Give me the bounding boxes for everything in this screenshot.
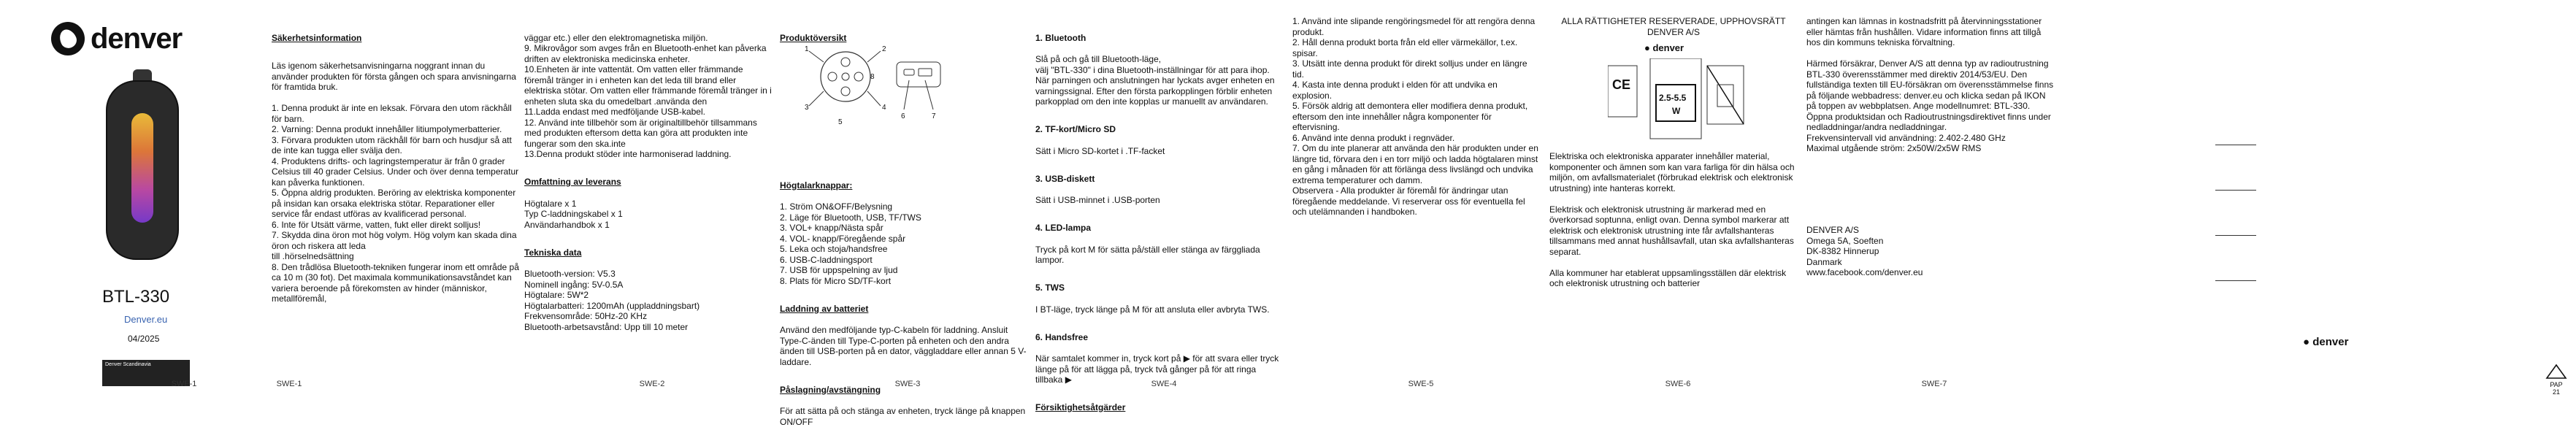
- regulatory-symbols: [1608, 58, 1754, 146]
- diagram-callout-label: 6: [901, 112, 905, 120]
- handsfree-body: När samtalet kommer in, tryck kort på ▶ för att svara eller tryck länge på för att lägga på, tryck två gånger på för att ringa tillbaka ▶: [1035, 353, 1279, 385]
- precautions-body: 1. Använd inte slipande rengöringsmedel för att rengöra denna produkt. 2. Håll denna produkt borta från eld eller värmekällor, t.ex. spisar. 3. Utsätt inte denna produkt för direkt solljus under en längre tid. 4. Kasta inte denna produkt i elden för att undvika en explosion. 5. Försök aldrig att demontera eller modifiera denna produkt, eftersom den inte innehåller några komponenter för eftervisning. 6. Använd inte denna produkt i regnväder. 7. Om du inte planerar att använda den här produkten under en längre tid, förvara den i en torr miljö och ladda högtalaren minst en gång i månaden för att förlänga dess livslängd och undvika extrema temperaturer och damm. Observera - Alla produkter är föremål för ändringar utan föregående meddelande. Vi reserverar oss för eventuella fel och utelämnanden i handboken.: [1292, 16, 1538, 217]
- safety-section: [272, 22, 520, 315]
- scope-heading: Omfattning av leverans: [524, 177, 621, 187]
- page-number: SWE-2: [639, 380, 665, 388]
- page-swe-1: [272, 0, 526, 406]
- diagram-callout-label: 7: [932, 112, 936, 120]
- buttons-section: [780, 169, 1028, 438]
- recycle-label: PAP 21: [2550, 381, 2563, 396]
- buttons-heading: Högtalarknappar:: [780, 180, 853, 191]
- diagram-callout-label: 5: [838, 118, 843, 126]
- usb-heading: 3. USB-diskett: [1035, 173, 1095, 184]
- operation-section: [1035, 22, 1280, 424]
- denver-small-logo: ● denver: [1644, 42, 1684, 53]
- led-heading: 4. LED-lampa: [1035, 223, 1092, 233]
- safety-continued: [524, 22, 773, 343]
- tws-heading: 5. TWS: [1035, 283, 1065, 293]
- divider-line: [2215, 280, 2256, 281]
- buttons-body: 1. Ström ON&OFF/Belysning 2. Läge för Bluetooth, USB, TF/TWS 3. VOL+ knapp/Nästa spår 4. VOL- knapp/Föregående spår 5. Leka och stoja/handsfree 6. USB-C-laddningsport 7. USB för uppspelning av ljud 8. Plats för Micro SD/TF-kort: [780, 201, 921, 286]
- declaration-body: antingen kan lämnas in kostnadsfritt på återvinningsstationer eller hämtas från hushållen. Vidare information finns att tillgå hos din kommuns tekniska förvaltning. Härmed försäkrar, Denver A/S att denna typ av radioutrustning BTL-330 överensstämmer med direktiv 2014/53/EU. Den fullständiga texten till EU-försäkran om överensstämmelse finns på följande webbadress: denver.eu och klicka sedan på IKON på toppen av webbplatsen. Ange modellnumret: BTL-330. Öppna produktsidan och Radioutrustningsdirektivet finns under nedladdningar/andra nedladdningar. Frekvensintervall vid användning: 2.402-2.480 GHz Maximal utgående ström: 2x50W/2x5W RMS: [1806, 16, 2054, 153]
- scope-body: Högtalare x 1 Typ C-laddningskabel x 1 Användarhandbok x 1: [524, 198, 623, 230]
- handsfree-heading: 6. Handsfree: [1035, 331, 1089, 342]
- led-body: Tryck på kort M för sätta på/ställ eller stänga av färggliada lampor.: [1035, 244, 1260, 265]
- svg-text:CE: CE: [1612, 77, 1631, 92]
- rights-text: ALLA RÄTTIGHETER RESERVERADE, UPPHOVSRÄTT DENVER A/S: [1561, 16, 1786, 37]
- tf-heading: 2. TF-kort/Micro SD: [1035, 124, 1116, 134]
- diagram-callout-label: 8: [870, 73, 875, 81]
- weee-body: Elektriska och elektroniska apparater innehåller material, komponenter och ämnen som kan vara farliga för din hälsa och miljön, om avfallsmaterialet (förbrukad elektrisk och elektronisk utrustning) inte hanteras korrekt. Elektrisk och elektronisk utrustning är markerad med en överkorsad soptunna, enligt ovan. Denna symbol markerar att elektrisk och elektronisk utrustning inte får avfallshanteras tillsammans med annat hushållsavfall, utan ska avfallshanteras separat. Alla kommuner har etablerat uppsamlingsställen där elektrisk och elektronisk utrustning och batterier: [1549, 151, 1795, 288]
- page-swe-7: [1806, 0, 2062, 406]
- page-number: SWE-5: [1408, 380, 1434, 388]
- denver-footer-logo-text: denver: [2312, 336, 2349, 348]
- product-diagram: [794, 36, 955, 131]
- power-body: För att sätta på och stänga av enheten, tryck länge på knappen ON/OFF: [780, 406, 1026, 427]
- diagram-callout-label: 4: [882, 104, 886, 112]
- tf-body: Sätt i Micro SD-kortet i .TF-facket: [1035, 145, 1165, 156]
- denver-logo: [51, 22, 182, 55]
- safety-continued-body: väggar etc.) eller den elektromagnetiska miljön. 9. Mikrovågor som avges från en Bluetooth-enhet kan påverka driften av elektroniska medicinska enheter. 10.Enheten är inte vattentät. Om vatten eller främmande föremål tränger in i enheten kan det leda till brand eller elektriska stötar. Om vatten eller främmande föremål tränger in i enheten sluta ska du omedelbart .använda den 11.Ladda endast med medföljande USB-kabel. 12. Använd inte tillbehör som är originaltillbehör tillsammans med produkten eftersom detta kan göra att produkten inte fungerar som den ska.inte 13.Denna produkt stöder inte harmoniserad laddning.: [524, 32, 772, 159]
- page-swe-3: [780, 0, 1035, 427]
- overview-heading: Produktöversikt: [780, 32, 847, 43]
- page-number: SWE-1: [276, 380, 302, 388]
- page-number: SWE-1: [171, 380, 197, 388]
- bt-body: Slå på och gå till Bluetooth-läge, välj "BTL-330" i dina Bluetooth-inställningar för att para ihop. När parningen och anslutningen har lyckats avger enheten en varningssignal. Efter den första parkopplingen förblir enheten parkopplad om den inte kopplas ur manuellt av användaren.: [1035, 54, 1275, 107]
- publish-date: 04/2025: [128, 334, 160, 344]
- recycle-icon: [2545, 364, 2567, 380]
- tws-body: I BT-läge, tryck länge på M för att ansluta eller avbryta TWS.: [1035, 304, 1270, 315]
- page-swe-2: [524, 0, 780, 406]
- model-name: BTL-330: [102, 287, 170, 307]
- bt-heading: 1. Bluetooth: [1035, 32, 1086, 43]
- svg-text:2.5-5.5: 2.5-5.5: [1659, 93, 1687, 103]
- usb-body: Sätt i USB-minnet i .USB-porten: [1035, 195, 1160, 205]
- page-swe-5: [1292, 0, 1549, 406]
- divider-line: [2215, 190, 2256, 191]
- denver-logo-icon: [51, 22, 85, 55]
- page-number: SWE-7: [1921, 380, 1947, 388]
- back-cover: [2062, 0, 2576, 406]
- charge-body: Använd den medföljande typ-C-kabeln för laddning. Ansluit Type-C-änden till Type-C-porten på enheten och den andra änden till USB-porten på en dator, väggladdare eller annan 5 V-laddare.: [780, 325, 1027, 367]
- precautions-heading: Försiktighetsåtgärder: [1035, 402, 1126, 412]
- svg-text:W: W: [1672, 106, 1681, 116]
- recycle-symbol: [2544, 356, 2569, 403]
- page-number: SWE-3: [894, 380, 921, 388]
- badge-text: Denver Scandinavia: [105, 362, 151, 367]
- denver-footer-logo: ● denver: [2303, 336, 2349, 348]
- company-address: DENVER A/S Omega 5A, Soeften DK-8382 Hinnerup Danmark www.facebook.com/denver.eu: [1806, 225, 1923, 277]
- charge-heading: Laddning av batteriet: [780, 303, 869, 314]
- safety-body: Läs igenom säkerhetsanvisningarna noggrant innan du använder produkten för första gången och spara anvisningarna för framtida bruk. 1. Denna produkt är inte en leksak. Förvara den utom räckhåll för barn. 2. Varning: Denna produkt innehåller litiumpolymerbatterier. 3. Förvara produkten utom räckhåll för barn och husdjur så att de inte kan tugga eller svälja den. 4. Produktens drifts- och lagringstemperatur är från 0 grader Celsius till 40 grader Celsius. Under och över denna temperatur kan påverka funktionen. 5. Öppna aldrig produkten. Beröring av elektriska komponenter på insidan kan orsaka elektriska stötar. Reparationer eller service får endast utföras av kvalificerad personal. 6. Inte för Utsätt värme, vatten, fukt eller direkt solljus! 7. Skydda dina öron mot hög volym. Hög volym kan skada dina öron och riskera att leda till .hörselnedsättning 8. Den trådlösa Bluetooth-tekniken fungerar inom ett område på ca 10 m (30 fot). Det maximala kommunikationsavståndet kan variera beroende på förekomsten av hinder (människor, metallföremål,: [272, 61, 519, 304]
- tech-heading: Tekniska data: [524, 247, 582, 258]
- diagram-callout-label: 3: [805, 104, 809, 112]
- tech-body: Bluetooth-version: V5.3 Nominell ingång: 5V-0.5A Högtalare: 5W*2 Högtalarbatteri: 1200mAh (uppladdningsbart) Frekvensområde: 50Hz-20 KHz Bluetooth-arbetsavstånd: Upp till 10 meter: [524, 269, 700, 332]
- page-swe-4: [1035, 0, 1292, 412]
- divider-line: [2215, 235, 2256, 236]
- denver-small-logo-text: denver: [1652, 42, 1684, 53]
- diagram-callout-label: 2: [882, 45, 886, 53]
- page-number: SWE-4: [1151, 380, 1177, 388]
- page-swe-6: [1549, 0, 1806, 406]
- page-number: SWE-6: [1665, 380, 1691, 388]
- safety-heading: Säkerhetsinformation: [272, 32, 362, 43]
- power-heading: Påslagning/avstängning: [780, 384, 881, 395]
- website-link[interactable]: Denver.eu: [124, 314, 168, 325]
- brand-name: denver: [91, 22, 183, 55]
- diagram-callout-label: 1: [805, 45, 809, 53]
- speaker-image: [102, 69, 183, 261]
